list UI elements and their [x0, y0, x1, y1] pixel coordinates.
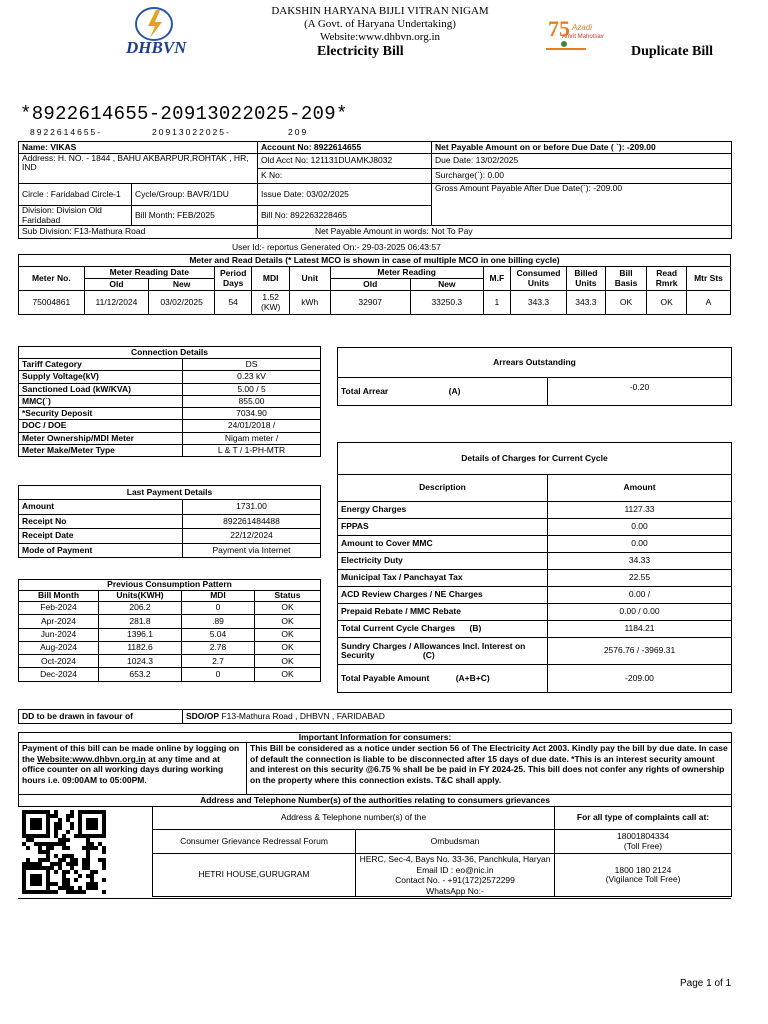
charge-label: Energy Charges — [338, 502, 548, 519]
total-arrear-label: Total Arrear — [341, 385, 389, 396]
amount-in-words: Net Payable Amount in words: Not To Pay — [258, 226, 732, 239]
total-arrear-value: -0.20 — [548, 378, 732, 406]
gross-amount: Gross Amount Payable After Due Date(`): -209.00 — [432, 184, 732, 226]
consumption-cell: 281.8 — [99, 615, 182, 628]
grievance-title: Address and Telephone Number(s) of the authorities relating to consumers grievances — [19, 795, 732, 807]
last-payment-label: Receipt Date — [19, 529, 183, 544]
col-read-new: New — [410, 279, 483, 291]
consumption-cell: 1182.6 — [99, 641, 182, 654]
connection-value: DS — [183, 359, 321, 371]
current-total-label: Total Current Cycle Charges — [341, 623, 456, 634]
k-number: K No: — [258, 169, 432, 184]
azadi-text: Azadi — [572, 23, 593, 32]
current-total-row — [338, 621, 732, 638]
toll-free-cell — [555, 830, 732, 854]
col-consumed: Consumed Units — [510, 267, 566, 291]
consumption-cell: 1024.3 — [99, 655, 182, 668]
cgrf-address: HETRI HOUSE,GURUGRAM — [153, 854, 356, 897]
connection-row — [19, 359, 321, 371]
last-payment-row — [19, 529, 321, 544]
charge-row — [338, 502, 732, 519]
col-meter-reading: Meter Reading — [330, 267, 483, 279]
connection-row — [19, 408, 321, 420]
consumption-cell: Jun-2024 — [19, 628, 99, 641]
col-billed: Billed Units — [567, 267, 606, 291]
connection-label: DOC / DOE — [19, 420, 183, 432]
vigilance-cell — [555, 854, 732, 897]
charge-value: 34.33 — [548, 553, 732, 570]
connection-label: Supply Voltage(kV) — [19, 371, 183, 383]
col-unit: Unit — [289, 267, 330, 291]
consumption-cell: 5.04 — [182, 628, 255, 641]
vigilance-number: 1800 180 2124 — [614, 864, 672, 875]
read-remark: OK — [647, 291, 687, 315]
connection-label: *Security Deposit — [19, 408, 183, 420]
qr-module — [102, 890, 106, 894]
due-date: Due Date: 13/02/2025 — [432, 154, 732, 169]
omb-line: WhatsApp No:- — [426, 885, 484, 896]
connection-value: 7034.90 — [183, 408, 321, 420]
arrear-code: (A) — [448, 385, 461, 396]
meter-section-title: Meter and Read Details — [189, 254, 283, 265]
reading-new: 33250.3 — [410, 291, 483, 315]
col-read-old: Old — [330, 279, 410, 291]
consumption-cell: Dec-2024 — [19, 668, 99, 681]
connection-value: Nigam meter / — [183, 432, 321, 444]
logo-text: DHBVN — [126, 38, 187, 57]
connection-label: MMC(`) — [19, 395, 183, 407]
payable-value: -209.00 — [548, 665, 732, 693]
last-payment-table — [18, 485, 321, 558]
consumption-cell: 206.2 — [99, 602, 182, 615]
consumer-address: Address: H. NO. - 1844 , BAHU AKBARPUR,ROHTAK , HR, IND — [19, 154, 258, 184]
ombudsman-label: Ombudsman — [356, 830, 555, 854]
last-payment-value: 22/12/2024 — [183, 529, 321, 544]
connection-row — [19, 371, 321, 383]
connection-label: Tariff Category — [19, 359, 183, 371]
col-date-new: New — [149, 279, 215, 291]
surcharge: Surcharge(`): 0.00 — [432, 169, 732, 184]
omb-line: Contact No. - +91(172)2572299 — [395, 875, 515, 885]
payment-info — [19, 743, 247, 795]
charge-value: 0.00 / — [548, 587, 732, 604]
date-old: 11/12/2024 — [84, 291, 149, 315]
billed-units: 343.3 — [567, 291, 606, 315]
dd-label: DD to be drawn in favour of — [19, 710, 183, 724]
sundry-label: Sundry Charges / Allowances Incl. Interest on Security — [341, 640, 526, 660]
last-payment-label: Receipt No — [19, 514, 183, 529]
bill-number: Bill No: 892263228465 — [258, 206, 432, 226]
consumption-cell: .89 — [182, 615, 255, 628]
charge-value: 0.00 — [548, 519, 732, 536]
connection-value: 0.23 kV — [183, 371, 321, 383]
connection-row — [19, 395, 321, 407]
generated-info: User Id:- reportus Generated On:- 29-03-2025 06:43:57 — [232, 242, 441, 252]
bill-basis: OK — [605, 291, 647, 315]
org-name: DAKSHIN HARYANA BIJLI VITRAN NIGAM — [271, 5, 489, 17]
col-bill-basis: Bill Basis — [605, 267, 647, 291]
info-table — [18, 732, 732, 795]
payment-info-text: Payment of this bill can be made online by logging on the — [22, 743, 240, 764]
grievance-bottom-rule — [18, 898, 731, 899]
org-website: Website:www.dhbvn.org.in — [319, 31, 441, 43]
connection-label: Meter Make/Meter Type — [19, 445, 183, 457]
connection-table — [18, 346, 321, 457]
charge-value: 0.00 — [548, 536, 732, 553]
sdo-value: F13-Mathura Road , DHBVN , FARIDABAD — [219, 710, 385, 721]
connection-row — [19, 445, 321, 457]
last-payment-label: Mode of Payment — [19, 543, 183, 558]
consumption-cell: OK — [255, 602, 321, 615]
azadi-logo — [542, 12, 606, 54]
bill-title: Electricity Bill — [317, 44, 404, 59]
current-total-value: 1184.21 — [548, 621, 732, 638]
charge-label: Electricity Duty — [338, 553, 548, 570]
complaints-header: For all type of complaints call at: — [555, 807, 732, 830]
consumption-cell: Aug-2024 — [19, 641, 99, 654]
connection-value: 855.00 — [183, 395, 321, 407]
cgrf-label: Consumer Grievance Redressal Forum — [153, 830, 356, 854]
barcode-part: 20913022025- — [152, 127, 231, 137]
payable-label: Total Payable Amount — [341, 672, 430, 683]
reading-old: 32907 — [330, 291, 410, 315]
org-subtitle: (A Govt. of Haryana Undertaking) — [304, 18, 456, 30]
issue-date: Issue Date: 03/02/2025 — [258, 184, 432, 206]
connection-value: 24/01/2018 / — [183, 420, 321, 432]
connection-row — [19, 420, 321, 432]
qr-code-cell — [19, 807, 153, 897]
vigilance-label: (Vigilance Toll Free) — [605, 874, 681, 884]
col-cons-mdi: MDI — [182, 591, 255, 602]
consumer-name: Name: VIKAS — [19, 142, 258, 154]
svg-text:75: 75 — [548, 16, 570, 41]
website-link[interactable]: Website:www.dhbvn.org.in — [37, 753, 146, 764]
consumption-row — [19, 628, 321, 641]
connection-label: Sanctioned Load (kW/KVA) — [19, 383, 183, 395]
col-mf: M.F — [483, 267, 510, 291]
last-payment-row — [19, 500, 321, 515]
charge-value: 22.55 — [548, 570, 732, 587]
charge-label: Prepaid Rebate / MMC Rebate — [338, 604, 548, 621]
consumption-cell: 2.7 — [182, 655, 255, 668]
col-reading-date: Meter Reading Date — [84, 267, 214, 279]
dd-table — [18, 709, 732, 724]
consumption-cell: Apr-2024 — [19, 615, 99, 628]
period-days: 54 — [214, 291, 252, 315]
consumed-units: 343.3 — [510, 291, 566, 315]
arrears-table — [337, 347, 732, 406]
omb-line: HERC, Sec-4, Bays No. 33-36, Panchkula, Haryan — [359, 854, 551, 864]
consumer-table — [18, 141, 732, 239]
charge-row — [338, 519, 732, 536]
col-date-old: Old — [84, 279, 149, 291]
consumption-row — [19, 641, 321, 654]
barcode-text: *8922614655-20913022025-209* — [20, 103, 348, 125]
charge-label: FPPAS — [338, 519, 548, 536]
charge-row — [338, 553, 732, 570]
col-period-days: Period Days — [214, 267, 252, 291]
current-total-code: (B) — [469, 623, 482, 634]
connection-title: Connection Details — [19, 347, 321, 359]
consumption-cell: 0 — [182, 668, 255, 681]
col-mtr-sts: Mtr Sts — [686, 267, 730, 291]
consumption-row — [19, 655, 321, 668]
grievance-table — [18, 794, 732, 897]
last-payment-row — [19, 514, 321, 529]
toll-free-number: 18001804334 — [617, 831, 670, 842]
charge-value: 0.00 / 0.00 — [548, 604, 732, 621]
col-amount: Amount — [548, 475, 732, 502]
consumption-cell: OK — [255, 615, 321, 628]
charge-label: ACD Review Charges / NE Charges — [338, 587, 548, 604]
division: Division: Division Old Faridabad — [19, 206, 132, 226]
barcode-part: 8922614655- — [30, 127, 103, 137]
sundry-row — [338, 638, 732, 665]
dhbvn-logo — [120, 4, 187, 62]
connection-label: Meter Ownership/MDI Meter — [19, 432, 183, 444]
bill-month: Bill Month: FEB/2025 — [132, 206, 258, 226]
duplicate-label: Duplicate Bill — [631, 44, 714, 59]
meter-table — [18, 254, 731, 315]
mahotsav-text: Amrit Mahotsav — [562, 34, 604, 40]
payable-row — [338, 665, 732, 693]
last-payment-label: Amount — [19, 500, 183, 515]
sundry-code: (C) — [422, 650, 435, 660]
charge-row — [338, 536, 732, 553]
sub-division: Sub Division: F13-Mathura Road — [19, 226, 258, 239]
ombudsman-address — [356, 854, 555, 897]
sundry-value: 2576.76 / -3969.31 — [548, 638, 732, 665]
charge-label: Amount to Cover MMC — [338, 536, 548, 553]
consumption-cell: 0 — [182, 602, 255, 615]
consumption-cell: Oct-2024 — [19, 655, 99, 668]
consumption-cell: OK — [255, 655, 321, 668]
connection-row — [19, 383, 321, 395]
col-units: Units(KWH) — [99, 591, 182, 602]
consumption-cell: Feb-2024 — [19, 602, 99, 615]
qr-code — [22, 810, 150, 894]
charge-row — [338, 570, 732, 587]
consumption-cell: 1396.1 — [99, 628, 182, 641]
consumption-cell: 653.2 — [99, 668, 182, 681]
charge-label: Municipal Tax / Panchayat Tax — [338, 570, 548, 587]
payment-info-text-2: at any time and at office counter on all working days during working hours i.e. 09:00AM to 05:00PM. — [22, 753, 224, 785]
consumption-row — [19, 668, 321, 681]
circle: Circle : Faridabad Circle-1 — [19, 184, 132, 206]
mdi-value: 1.52 (KW) — [252, 291, 290, 315]
meter-row — [19, 291, 731, 315]
consumption-cell: OK — [255, 668, 321, 681]
old-account-number: Old Acct No: 121131DUAMKJ8032 — [258, 154, 432, 169]
col-read-rmrk: Read Rmrk — [647, 267, 687, 291]
consumption-title: Previous Consumption Pattern — [19, 580, 321, 591]
date-new: 03/02/2025 — [149, 291, 215, 315]
barcode-part: 209 — [288, 127, 309, 137]
connection-value: 5.00 / 5 — [183, 383, 321, 395]
cycle-group: Cycle/Group: BAVR/1DU — [132, 184, 258, 206]
payable-code: (A+B+C) — [455, 672, 490, 683]
meter-number: 75004861 — [19, 291, 85, 315]
bill-header — [200, 5, 560, 44]
account-number: Account No: 8922614655 — [258, 142, 432, 154]
address-header: Address & Telephone number(s) of the — [153, 807, 555, 830]
col-bill-month: Bill Month — [19, 591, 99, 602]
consumption-table — [18, 579, 321, 682]
meter-status: A — [686, 291, 730, 315]
toll-free-label: (Toll Free) — [623, 840, 663, 851]
info-title: Important Information for consumers: — [19, 733, 732, 743]
consumption-cell: OK — [255, 628, 321, 641]
meter-note: (* Latest MCO is shown in case of multiple MCO in one billing cycle) — [282, 254, 560, 265]
notice-text: This Bill be considered as a notice under section 56 of The Electricity Act 2003. Kindly pay the bill by due date. In case of default the connection is liable to be disconnected after 15 days of due date. *This is an interest security amount and interest on this security @6.75 % shall be be paid in FY 2024-25. This bill does not confer any rights of ownership on the property where this connection exists. T&C shall apply. — [247, 743, 732, 795]
last-payment-title: Last Payment Details — [19, 486, 321, 500]
consumption-cell: OK — [255, 641, 321, 654]
consumption-row — [19, 615, 321, 628]
connection-value: L & T / 1-PH-MTR — [183, 445, 321, 457]
charge-value: 1127.33 — [548, 502, 732, 519]
col-mdi: MDI — [252, 267, 290, 291]
charges-table — [337, 442, 732, 693]
charge-row — [338, 604, 732, 621]
col-description: Description — [338, 475, 548, 502]
charge-row — [338, 587, 732, 604]
unit-value: kWh — [289, 291, 330, 315]
last-payment-value: Payment via Internet — [183, 543, 321, 558]
last-payment-value: 892261484488 — [183, 514, 321, 529]
sdo-label: SDO/OP — [186, 710, 220, 721]
net-payable: Net Payable Amount on or before Due Date ( `): -209.00 — [432, 142, 732, 154]
col-meter-no: Meter No. — [19, 267, 85, 291]
arrears-title: Arrears Outstanding — [338, 348, 732, 378]
consumption-row — [19, 602, 321, 615]
mf-value: 1 — [483, 291, 510, 315]
charges-title: Details of Charges for Current Cycle — [338, 443, 732, 475]
col-status: Status — [255, 591, 321, 602]
page-number: Page 1 of 1 — [680, 978, 732, 989]
connection-row — [19, 432, 321, 444]
consumption-cell: 2.78 — [182, 641, 255, 654]
omb-line: Email ID : eo@nic.in — [416, 864, 494, 875]
last-payment-value: 1731.00 — [183, 500, 321, 515]
last-payment-row — [19, 543, 321, 558]
